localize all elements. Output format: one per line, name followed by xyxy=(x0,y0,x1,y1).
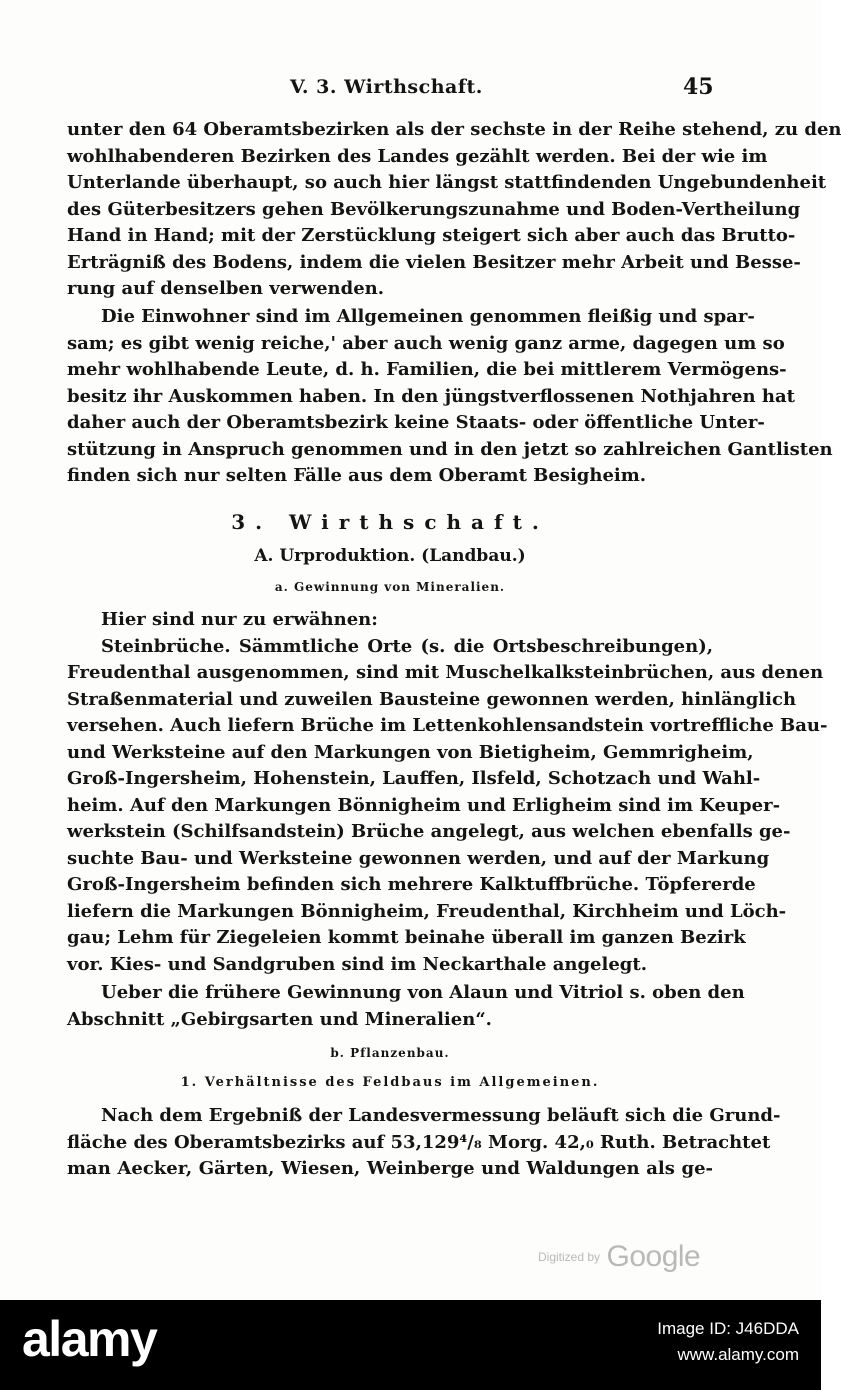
text-line: mehr wohlhabende Leute, d. h. Familien, die bei mittlerem Vermögens- xyxy=(67,359,787,380)
text-line: liefern die Markungen Bönnigheim, Freudenthal, Kirchheim und Löch- xyxy=(67,900,787,922)
alamy-logo: alamy xyxy=(22,1311,157,1367)
text-line: daher auch der Oberamtsbezirk keine Staats- oder öffentliche Unter- xyxy=(67,412,765,433)
text-line: Groß-Ingersheim, Hohenstein, Lauffen, Ilsfeld, Schotzach und Wahl- xyxy=(67,768,761,789)
stock-photo-footer xyxy=(0,1300,821,1390)
paragraph-3 xyxy=(67,607,828,978)
subsection-heading: A. Urproduktion. (Landbau.) xyxy=(254,546,526,566)
text-line: Hier sind nur zu erwähnen: xyxy=(101,609,378,630)
google-wordmark: Google xyxy=(606,1240,701,1273)
minor-heading: a. Gewinnung von Mineralien. xyxy=(274,580,506,594)
text-line: und Werksteine auf den Markungen von Bietigheim, Gemmrigheim, xyxy=(67,741,754,763)
text-line: gau; Lehm für Ziegeleien kommt beinahe überall im ganzen Bezirk xyxy=(67,927,746,948)
running-head: V. 3. Wirthschaft. xyxy=(290,76,483,98)
paragraph-2 xyxy=(67,304,833,490)
text-line: Abschnitt „Gebirgsarten und Mineralien“. xyxy=(67,1008,492,1030)
paragraph-1 xyxy=(67,117,841,303)
text-line: Erträgniß des Bodens, indem die vielen Besitzer mehr Arbeit und Besse- xyxy=(67,251,801,273)
text-line: Freudenthal ausgenommen, sind mit Muschelkalksteinbrüchen, aus denen xyxy=(67,662,824,683)
digitized-by-label: Digitized by xyxy=(538,1250,601,1264)
text-line: Nach dem Ergebniß der Landesvermessung beläuft sich die Grund- xyxy=(101,1105,781,1126)
text-line: Steinbrüche. Sämmtliche Orte (s. die Ortsbeschreibungen), xyxy=(101,635,713,657)
text-line: man Aecker, Gärten, Wiesen, Weinberge und Waldungen als ge- xyxy=(67,1158,713,1179)
text-line: heim. Auf den Markungen Bönnigheim und Erligheim sind im Keuper- xyxy=(67,794,781,816)
text-line: vor. Kies- und Sandgruben sind im Neckarthale angelegt. xyxy=(67,953,647,975)
text-line: unter den 64 Oberamtsbezirken als der sechste in der Reihe stehend, zu den xyxy=(67,119,841,140)
text-line: fläche des Oberamtsbezirks auf 53,129⁴/₈ Morg. 42,₀ Ruth. Betrachtet xyxy=(67,1131,771,1153)
text-line: suchte Bau- und Werksteine gewonnen werden, und auf der Markung xyxy=(67,847,770,869)
paragraph-5 xyxy=(67,1103,781,1183)
minor-heading-plant-cultivation: b. Pflanzenbau. xyxy=(330,1046,450,1060)
text-line: Hand in Hand; mit der Zerstücklung steigert sich aber auch das Brutto- xyxy=(67,225,796,246)
text-line: Straßenmaterial und zuweilen Bausteine gewonnen werden, hinlänglich xyxy=(67,688,797,710)
text-line: Unterlande überhaupt, so auch hier längst stattfindenden Ungebundenheit xyxy=(67,172,827,193)
text-line: rung auf denselben verwenden. xyxy=(67,278,385,299)
text-line: Groß-Ingersheim befinden sich mehrere Kalktuffbrüche. Töpfererde xyxy=(67,874,756,895)
page-number: 45 xyxy=(683,74,714,100)
text-line: Ueber die frühere Gewinnung von Alaun und Vitriol s. oben den xyxy=(101,982,745,1003)
image-id: Image ID: J46DDA xyxy=(657,1319,799,1338)
site-url: www.alamy.com xyxy=(677,1345,799,1364)
text-line: besitz ihr Auskommen haben. In den jüngstverflossenen Nothjahren hat xyxy=(67,385,795,407)
stock-image-meta xyxy=(657,1316,799,1368)
text-line: Die Einwohner sind im Allgemeinen genommen fleißig und spar- xyxy=(101,306,755,327)
text-line: sam; es gibt wenig reiche,' aber auch wenig ganz arme, dagegen um so xyxy=(67,332,785,354)
paragraph-4 xyxy=(67,980,745,1033)
section-heading: 3. Wirthschaft. xyxy=(231,510,549,534)
text-line: versehen. Auch liefern Brüche im Lettenkohlensandstein vortreffliche Bau- xyxy=(67,715,828,736)
google-digitized-watermark xyxy=(538,1240,700,1274)
text-line: stützung in Anspruch genommen und in den jetzt so zahlreichen Gantlisten xyxy=(67,438,833,460)
text-line: finden sich nur selten Fälle aus dem Oberamt Besigheim. xyxy=(67,465,647,486)
text-line: werkstein (Schilfsandstein) Brüche angelegt, aus welchen ebenfalls ge- xyxy=(67,821,791,842)
text-line: wohlhabenderen Bezirken des Landes gezählt werden. Bei der wie im xyxy=(67,145,768,167)
numbered-heading: 1. Verhältnisse des Feldbaus im Allgemeinen. xyxy=(180,1075,600,1090)
text-line: des Güterbesitzers gehen Bevölkerungszunahme und Boden-Vertheilung xyxy=(67,198,801,220)
